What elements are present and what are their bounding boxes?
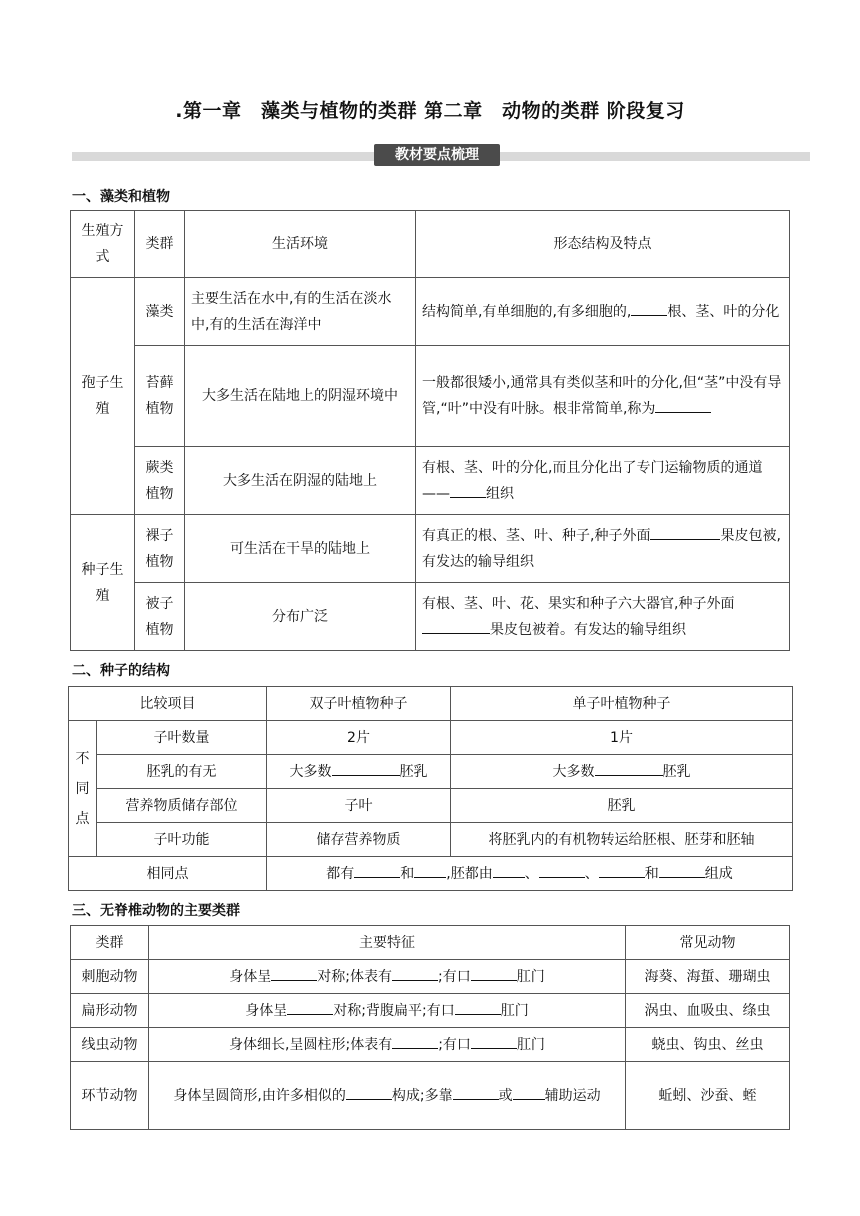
habitat: 大多生活在陆地上的阴湿环境中 <box>185 346 416 447</box>
header-dicot: 双子叶植物种子 <box>267 687 451 721</box>
invertebrates-table <box>70 925 790 1130</box>
animals: 蛲虫、钩虫、丝虫 <box>626 1028 790 1062</box>
habitat: 分布广泛 <box>185 583 416 651</box>
class-name: 蕨类植物 <box>135 447 185 515</box>
fill-blank <box>471 964 517 981</box>
class-name: 裸子植物 <box>135 515 185 583</box>
header-monocot: 单子叶植物种子 <box>451 687 793 721</box>
fill-blank <box>659 861 705 878</box>
table-row <box>69 789 793 823</box>
habitat: 可生活在干旱的陆地上 <box>185 515 416 583</box>
table-row <box>71 583 790 651</box>
section3-heading: 三、无脊椎动物的主要类群 <box>72 903 240 919</box>
table-row <box>71 211 790 278</box>
monocot-value: 大多数 胚乳 <box>451 755 793 789</box>
item-name: 子叶功能 <box>97 823 267 857</box>
table-row <box>71 1028 790 1062</box>
table-row <box>71 447 790 515</box>
fill-blank <box>595 759 663 776</box>
header-group: 类群 <box>135 211 185 278</box>
item-name: 胚乳的有无 <box>97 755 267 789</box>
header-reproduction: 生殖方式 <box>71 211 135 278</box>
table-row <box>71 994 790 1028</box>
section1-heading: 一、藻类和植物 <box>72 189 170 205</box>
header-item: 比较项目 <box>69 687 267 721</box>
features: 身体呈 对称;体表有 ;有口 肛门 <box>149 960 626 994</box>
fill-blank <box>513 1083 545 1100</box>
table-row <box>71 926 790 960</box>
fill-blank <box>392 964 438 981</box>
habitat: 主要生活在水中,有的生活在淡水中,有的生活在海洋中 <box>185 278 416 346</box>
table-row <box>71 515 790 583</box>
fill-blank <box>631 299 667 316</box>
table-row <box>71 960 790 994</box>
features: 有根、茎、叶的分化,而且分化出了专门运输物质的通道—— 组织 <box>416 447 790 515</box>
class-name: 苔藓植物 <box>135 346 185 447</box>
header-class: 类群 <box>71 926 149 960</box>
class-name: 线虫动物 <box>71 1028 149 1062</box>
fill-blank <box>599 861 645 878</box>
page-title: .第一章 藻类与植物的类群 第二章 动物的类群 阶段复习 <box>175 100 685 122</box>
habitat: 大多生活在阴湿的陆地上 <box>185 447 416 515</box>
fill-blank <box>455 998 501 1015</box>
features: 有真正的根、茎、叶、种子,种子外面 果皮包被,有发达的输导组织 <box>416 515 790 583</box>
item-name: 子叶数量 <box>97 721 267 755</box>
section-badge: 教材要点梳理 <box>374 144 500 166</box>
fill-blank <box>493 861 525 878</box>
animals: 涡虫、血吸虫、绦虫 <box>626 994 790 1028</box>
table-row <box>69 687 793 721</box>
table-row <box>71 1062 790 1130</box>
fill-blank <box>655 396 711 413</box>
dicot-value: 2片 <box>267 721 451 755</box>
header-animals: 常见动物 <box>626 926 790 960</box>
fill-blank <box>650 523 720 540</box>
item-name: 营养物质储存部位 <box>97 789 267 823</box>
dicot-value: 大多数 胚乳 <box>267 755 451 789</box>
animals: 蚯蚓、沙蚕、蛭 <box>626 1062 790 1130</box>
table-row <box>69 755 793 789</box>
table-row <box>69 823 793 857</box>
features: 一般都很矮小,通常具有类似茎和叶的分化,但“茎”中没有导管,“叶”中没有叶脉。根非常简单,称为 <box>416 346 790 447</box>
fill-blank <box>539 861 585 878</box>
animals: 海葵、海蜇、珊瑚虫 <box>626 960 790 994</box>
features: 结构简单,有单细胞的,有多细胞的, 根、茎、叶的分化 <box>416 278 790 346</box>
features: 有根、茎、叶、花、果实和种子六大器官,种子外面果皮包被着。有发达的输导组织 <box>416 583 790 651</box>
class-name: 扁形动物 <box>71 994 149 1028</box>
fill-blank <box>271 964 317 981</box>
seed-reproduction: 种子生殖 <box>71 515 135 651</box>
fill-blank <box>392 1032 438 1049</box>
dicot-value: 子叶 <box>267 789 451 823</box>
table-row <box>71 346 790 447</box>
class-name: 刺胞动物 <box>71 960 149 994</box>
difference-label: 不同点 <box>69 721 97 857</box>
seed-structure-table <box>68 686 793 891</box>
fill-blank <box>414 861 446 878</box>
fill-blank <box>332 759 400 776</box>
fill-blank <box>471 1032 517 1049</box>
table-row <box>69 721 793 755</box>
fill-blank <box>450 481 486 498</box>
monocot-value: 1片 <box>451 721 793 755</box>
features: 身体呈圆筒形,由许多相似的 构成;多靠 或 辅助运动 <box>149 1062 626 1130</box>
features: 身体细长,呈圆柱形;体表有 ;有口 肛门 <box>149 1028 626 1062</box>
features: 身体呈 对称;背腹扁平;有口 肛门 <box>149 994 626 1028</box>
monocot-value: 将胚乳内的有机物转运给胚根、胚芽和胚轴 <box>451 823 793 857</box>
section2-heading: 二、种子的结构 <box>72 663 170 679</box>
header-features: 形态结构及特点 <box>416 211 790 278</box>
table-row <box>71 278 790 346</box>
fill-blank <box>354 861 400 878</box>
fill-blank <box>287 998 333 1015</box>
plants-table <box>70 210 790 651</box>
fill-blank <box>453 1083 499 1100</box>
same-label: 相同点 <box>69 857 267 891</box>
fill-blank <box>422 617 490 634</box>
class-name: 环节动物 <box>71 1062 149 1130</box>
same-content: 都有 和 ,胚都由 、 、 和 组成 <box>267 857 793 891</box>
header-features: 主要特征 <box>149 926 626 960</box>
monocot-value: 胚乳 <box>451 789 793 823</box>
class-name: 藻类 <box>135 278 185 346</box>
fill-blank <box>346 1083 392 1100</box>
class-name: 被子植物 <box>135 583 185 651</box>
header-habitat: 生活环境 <box>185 211 416 278</box>
dicot-value: 储存营养物质 <box>267 823 451 857</box>
spore-reproduction: 孢子生殖 <box>71 278 135 515</box>
table-row <box>69 857 793 891</box>
